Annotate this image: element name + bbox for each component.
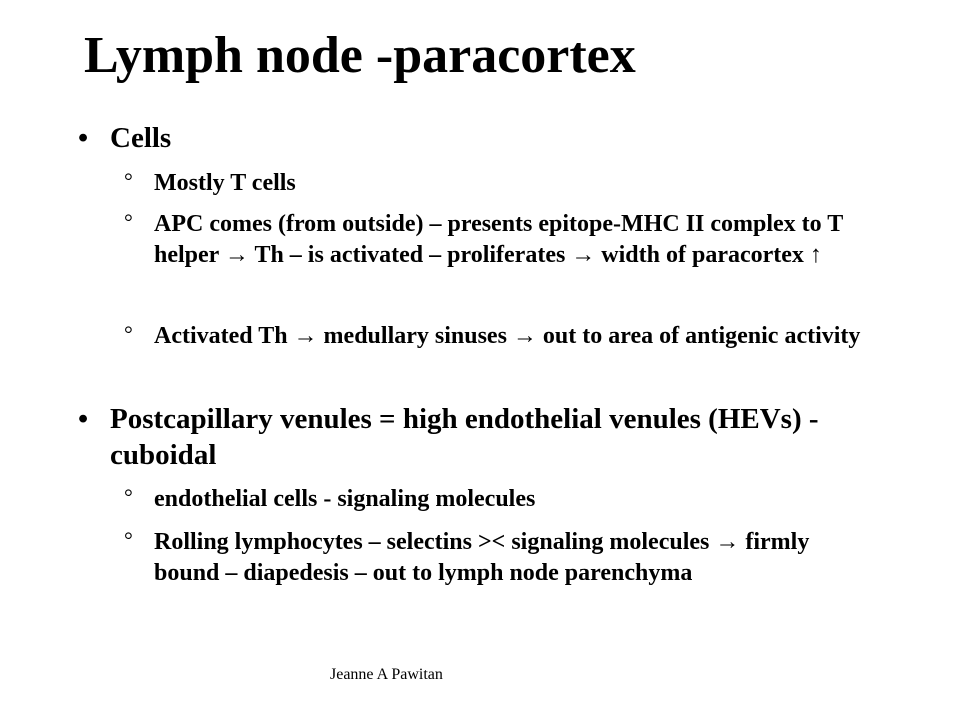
sub-bullet-text: APC comes (from outside) – presents epitope-MHC II complex to T helper → Th – is activated – proliferates → width of paracortex ↑ <box>154 211 843 268</box>
bullet-dot: • <box>78 403 89 435</box>
sub-bullet-text: Rolling lymphocytes – selectins >< signaling molecules → firmly bound – diapedesis – out to lymph node parenchyma <box>154 529 810 586</box>
slide-footer-author: Jeanne A Pawitan <box>330 666 443 683</box>
bullet-text: Postcapillary venules = high endothelial venules (HEVs) - cuboidal <box>110 403 819 471</box>
sub-bullet-mark: ° <box>124 321 133 346</box>
sub-bullet-mark: ° <box>124 527 133 552</box>
slide-title: Lymph node -paracortex <box>84 27 636 84</box>
sub-bullet-activated-th <box>124 321 864 352</box>
sub-bullet-mark: ° <box>124 484 133 509</box>
bullet-text: Cells <box>110 122 172 154</box>
sub-bullet-apc <box>124 209 864 271</box>
bullet-postcapillary-venules <box>78 401 898 473</box>
sub-bullet-mark: ° <box>124 168 133 193</box>
sub-bullet-text: Mostly T cells <box>154 170 296 196</box>
sub-bullet-mostly-t-cells <box>124 168 864 199</box>
sub-bullet-mark: ° <box>124 209 133 234</box>
sub-bullet-rolling-lymphocytes <box>124 527 864 589</box>
sub-bullet-text: Activated Th → medullary sinuses → out to area of antigenic activity <box>154 323 861 349</box>
sub-bullet-endothelial-cells <box>124 484 864 515</box>
sub-bullet-text: endothelial cells - signaling molecules <box>154 486 536 512</box>
bullet-cells <box>78 120 898 156</box>
bullet-dot: • <box>78 122 89 154</box>
